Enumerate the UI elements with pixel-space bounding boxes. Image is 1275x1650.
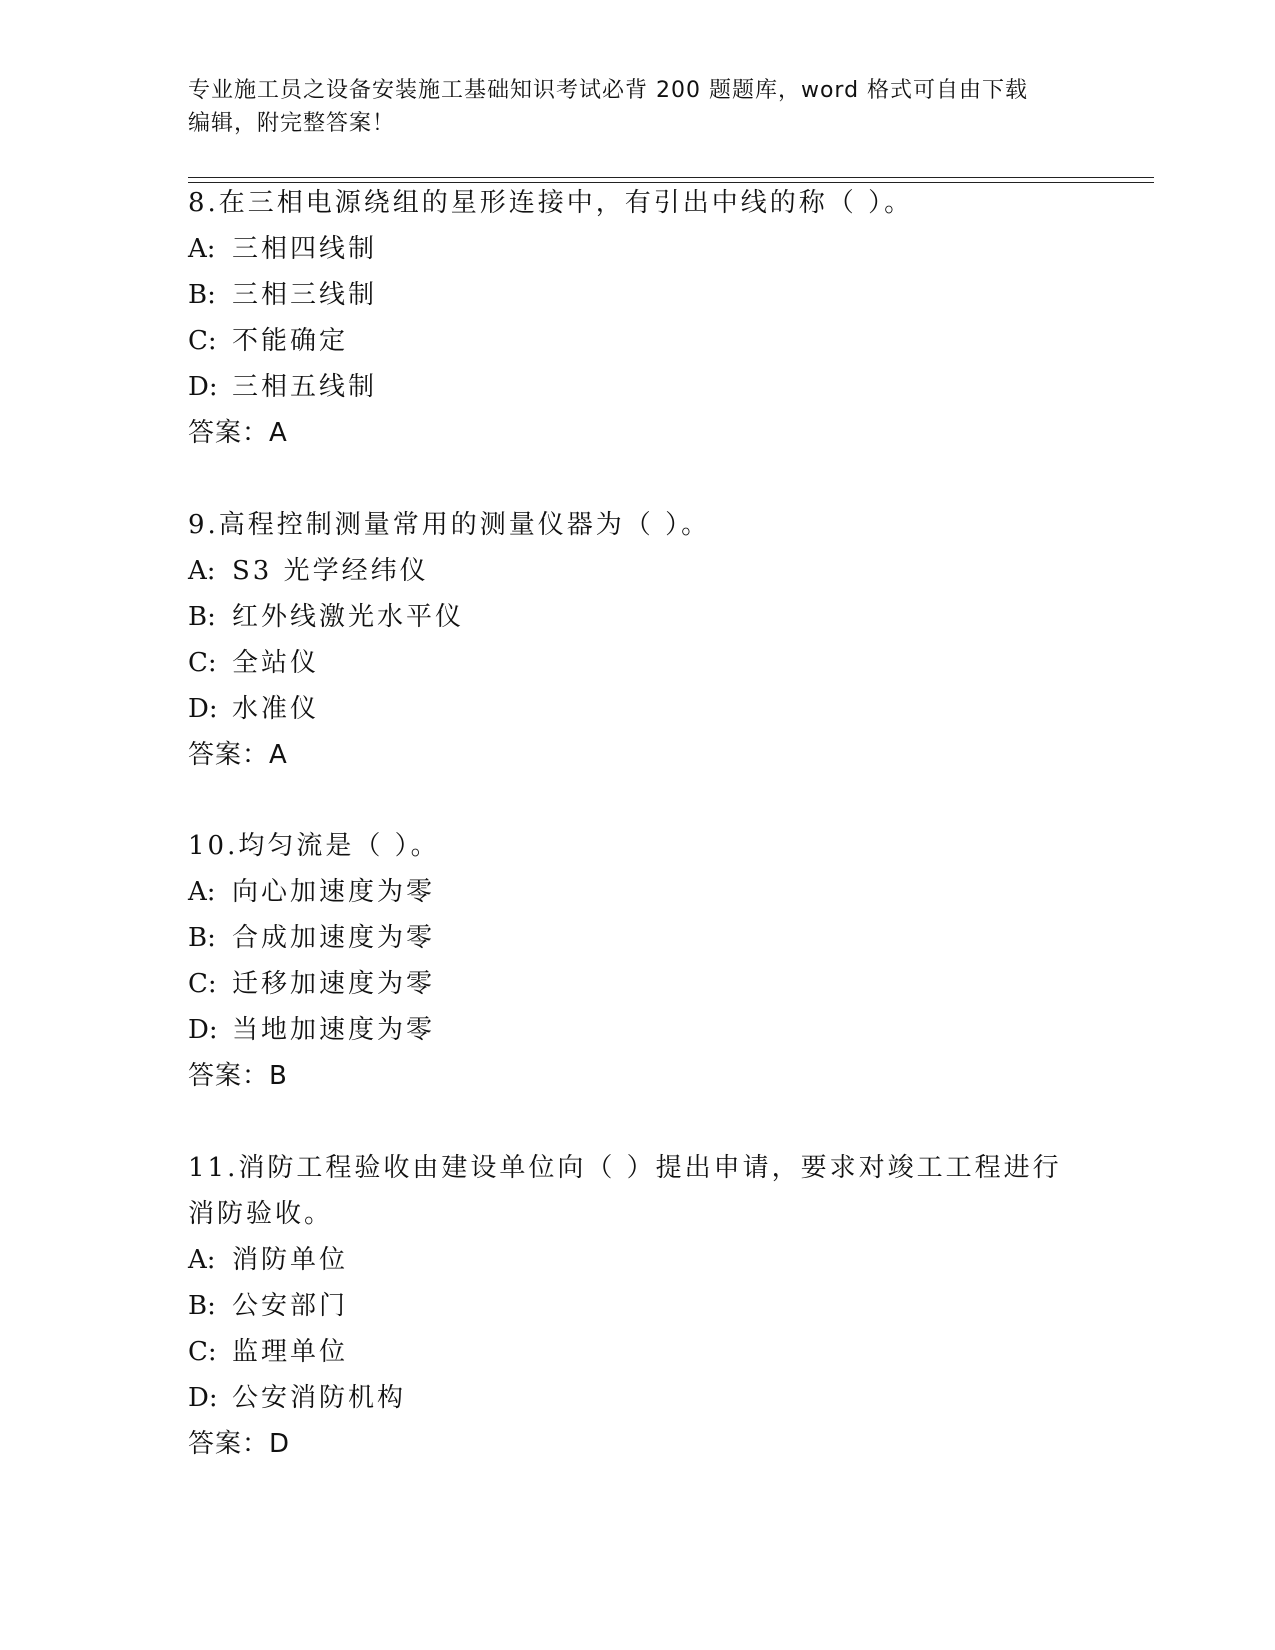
question-stem: 11.消防工程验收由建设单位向（ ）提出申请，要求对竣工工程进行 — [188, 1153, 1062, 1183]
question-stem: 10.均匀流是（ ）。 — [188, 831, 440, 861]
option-text: 监理单位 — [232, 1337, 349, 1367]
option-letter: C: — [188, 648, 217, 678]
option-letter: C: — [188, 969, 217, 999]
question-stem-continued: 消防验收。 — [188, 1199, 334, 1229]
option-letter: D: — [188, 1015, 218, 1045]
option-a — [188, 548, 1088, 594]
option-text: 迁移加速度为零 — [232, 969, 436, 999]
option-letter: C: — [188, 1337, 217, 1367]
option-text: 消防单位 — [232, 1245, 349, 1275]
header-line-2: 编辑，附完整答案！ — [188, 111, 396, 136]
option-c — [188, 640, 1088, 686]
option-d — [188, 364, 1088, 410]
option-letter: B: — [188, 923, 216, 953]
option-text: 向心加速度为零 — [232, 877, 436, 907]
option-text: 三相四线制 — [232, 234, 378, 264]
option-letter: C: — [188, 326, 217, 356]
option-d — [188, 686, 1088, 732]
option-letter: B: — [188, 1291, 216, 1321]
option-text: 三相三线制 — [232, 280, 378, 310]
option-c — [188, 1329, 1088, 1375]
option-text: 公安消防机构 — [232, 1383, 407, 1413]
answer-label: 答案：A — [188, 418, 288, 448]
option-a — [188, 869, 1088, 915]
option-letter: A: — [188, 1245, 216, 1275]
option-text: 全站仪 — [232, 648, 320, 678]
option-letter: B: — [188, 602, 216, 632]
question-10 — [188, 823, 1088, 1099]
question-11 — [188, 1145, 1088, 1467]
option-text: 三相五线制 — [232, 372, 378, 402]
answer-label: 答案：A — [188, 740, 288, 770]
option-d — [188, 1375, 1088, 1421]
header-divider-top — [188, 177, 1154, 178]
option-letter: A: — [188, 877, 216, 907]
document-header — [188, 74, 1068, 140]
question-stem: 8.在三相电源绕组的星形连接中，有引出中线的称（ ）。 — [188, 188, 914, 218]
option-text: 水准仪 — [232, 694, 320, 724]
answer-label: 答案：D — [188, 1429, 291, 1459]
option-letter: A: — [188, 556, 216, 586]
option-letter: D: — [188, 372, 218, 402]
question-9 — [188, 502, 1088, 778]
answer-label: 答案：B — [188, 1061, 288, 1091]
option-c — [188, 318, 1088, 364]
header-line-1: 专业施工员之设备安装施工基础知识考试必背 200 题题库，word 格式可自由下载 — [188, 78, 1029, 103]
option-d — [188, 1007, 1088, 1053]
option-letter: D: — [188, 694, 218, 724]
option-a — [188, 226, 1088, 272]
option-c — [188, 961, 1088, 1007]
option-b — [188, 1283, 1088, 1329]
question-8 — [188, 180, 1088, 456]
option-text: 红外线激光水平仪 — [232, 602, 465, 632]
option-letter: B: — [188, 280, 216, 310]
option-b — [188, 594, 1088, 640]
option-text: 公安部门 — [232, 1291, 349, 1321]
option-text: 合成加速度为零 — [232, 923, 436, 953]
option-text: 当地加速度为零 — [232, 1015, 436, 1045]
option-letter: D: — [188, 1383, 218, 1413]
option-text: S3 光学经纬仪 — [232, 556, 429, 586]
option-b — [188, 272, 1088, 318]
question-stem: 9.高程控制测量常用的测量仪器为（ ）。 — [188, 510, 711, 540]
option-a — [188, 1237, 1088, 1283]
option-b — [188, 915, 1088, 961]
option-letter: A: — [188, 234, 216, 264]
option-text: 不能确定 — [232, 326, 349, 356]
